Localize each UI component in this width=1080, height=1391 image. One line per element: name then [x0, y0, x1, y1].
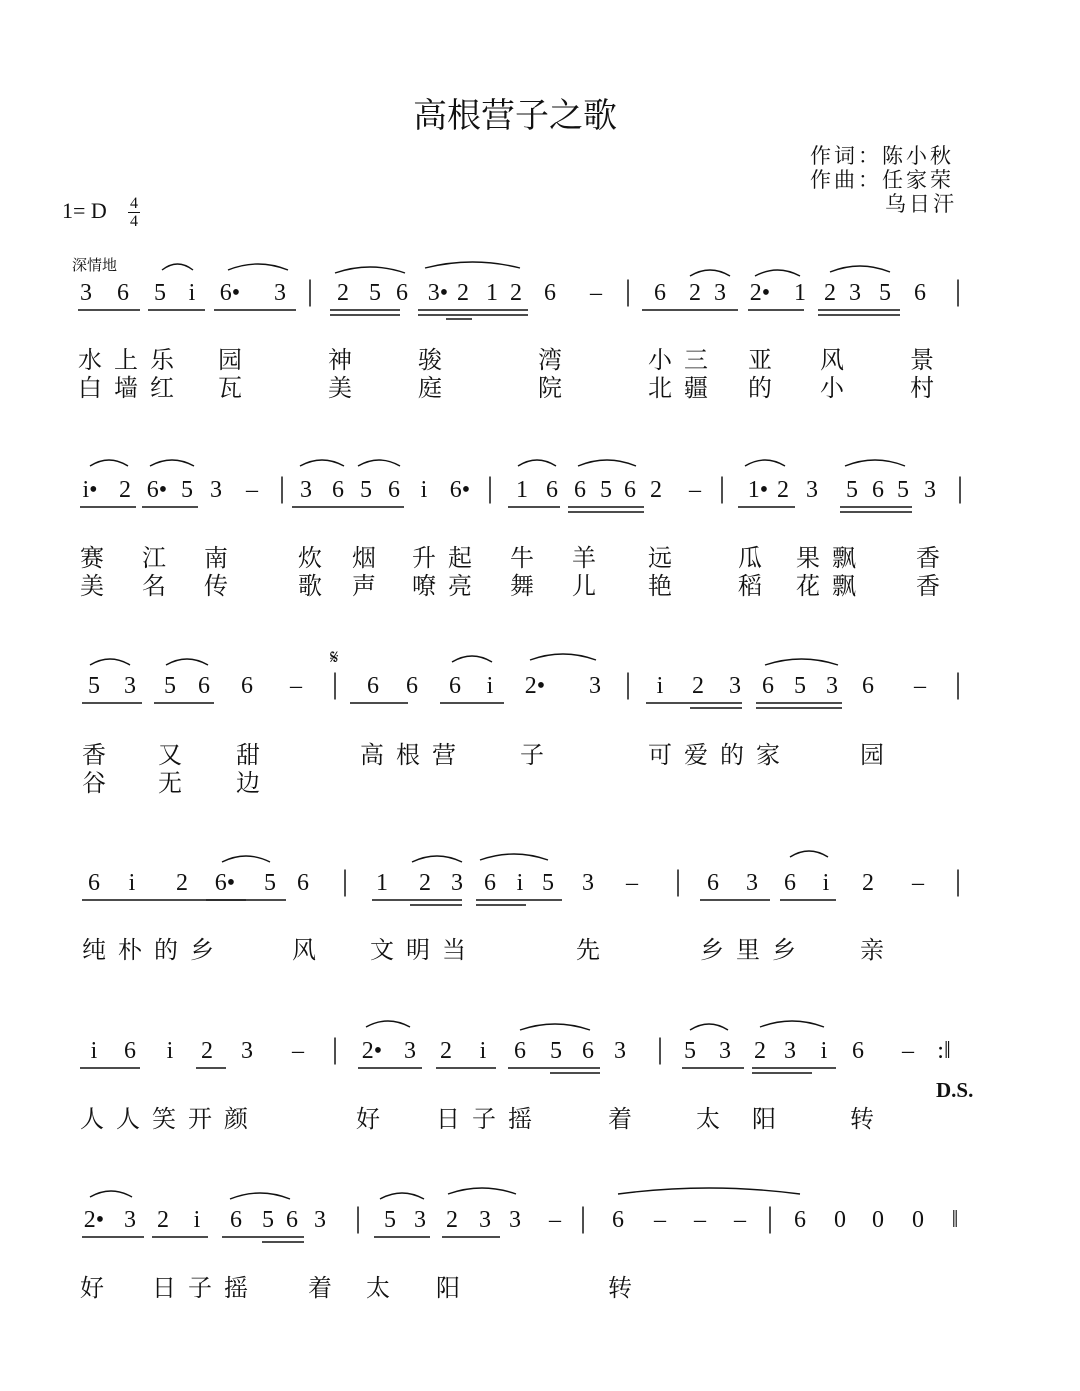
note: 3 [414, 1207, 426, 1233]
note: 6 [449, 673, 461, 699]
lyric-word: 南 [204, 544, 240, 572]
lyric-word: 美 [80, 572, 116, 600]
note: 5 [897, 477, 909, 503]
bar-line: ‖ [951, 1207, 959, 1233]
slur-arc [335, 267, 405, 273]
lyric-word: 骏 [418, 346, 454, 374]
slur-arc [228, 264, 288, 270]
lyric-word: 艳 [648, 572, 684, 600]
slur-arc [520, 1024, 590, 1030]
lyric-word: 亲 [860, 936, 896, 964]
lyric-word: 儿 [572, 572, 608, 600]
note: 2• [749, 280, 771, 306]
note: 3 [314, 1207, 326, 1233]
note: 3 [849, 280, 861, 306]
lyric-word: 太 [696, 1105, 732, 1133]
slur-arc [530, 654, 596, 660]
note: 2 [754, 1038, 766, 1064]
lyric-word: 好 [356, 1105, 392, 1133]
slur-arc [90, 659, 130, 665]
slur-arc [760, 1021, 824, 1027]
note: 6• [219, 280, 241, 306]
note: i• [82, 477, 98, 503]
bar-line: | [486, 471, 494, 504]
lyric-word: 高根营 [360, 741, 468, 769]
note: i [188, 280, 196, 306]
note: 5 [264, 870, 276, 896]
note: 2 [157, 1207, 169, 1233]
lyric-word: 炊 [298, 544, 334, 572]
bar-line: | [656, 1032, 664, 1065]
slur-arc [380, 1193, 424, 1199]
note: 5 [181, 477, 193, 503]
slur-arc [765, 659, 838, 665]
note: 5 [846, 477, 858, 503]
slur-arc [745, 460, 785, 466]
note: i [420, 477, 428, 503]
note: 2 [176, 870, 188, 896]
bar-line: | [766, 1201, 774, 1234]
lyric-word: 声 [352, 572, 388, 600]
note: 3 [404, 1038, 416, 1064]
note: 2 [650, 477, 662, 503]
segno-sign: 𝄋 [330, 645, 339, 669]
note: 2 [777, 477, 789, 503]
slur-arc [366, 1021, 410, 1027]
note: i [193, 1207, 201, 1233]
slur-arc [790, 851, 828, 857]
note: i [486, 673, 494, 699]
note: 3 [124, 1207, 136, 1233]
bar-line: | [579, 1201, 587, 1234]
lyricist-credit: 作词：陈小秋 [810, 144, 954, 168]
lyric-word: 又 [158, 741, 194, 769]
lyric-word: 太 [366, 1274, 402, 1302]
lyric-word: 升起 [412, 544, 484, 572]
note: 6 [241, 673, 253, 699]
note: 0 [834, 1207, 846, 1233]
note: i [90, 1038, 98, 1064]
lyric-word: 白墙红 [78, 374, 186, 402]
bar-line: | [718, 471, 726, 504]
note: 3 [509, 1207, 521, 1233]
lyric-word: 园 [860, 741, 896, 769]
lyric-word: 花飘 [796, 572, 868, 600]
note: 3 [784, 1038, 796, 1064]
lyric-word: 谷 [82, 769, 118, 797]
note: 6 [388, 477, 400, 503]
note: 3 [300, 477, 312, 503]
note: i [166, 1038, 174, 1064]
note: 5 [369, 280, 381, 306]
note: 3 [451, 870, 463, 896]
slur-arc [230, 1193, 290, 1199]
tempo-marking: 深情地 [72, 256, 118, 274]
lyric-word: 羊 [572, 544, 608, 572]
note: 6 [862, 673, 874, 699]
note: 1 [376, 870, 388, 896]
note: 6 [707, 870, 719, 896]
lyric-word: 边 [236, 769, 272, 797]
note: 5 [550, 1038, 562, 1064]
co-composer-credit: 乌日汗 [885, 192, 957, 216]
bar-line: | [954, 667, 962, 700]
note: 6 [544, 280, 556, 306]
note: 6 [514, 1038, 526, 1064]
bar-line: | [674, 864, 682, 897]
lyric-word: 水上乐 [78, 346, 186, 374]
slur-arc [755, 270, 800, 276]
lyric-word: 瓜 [738, 544, 774, 572]
slur-arc [830, 266, 890, 272]
lyric-word: 赛 [80, 544, 116, 572]
lyric-word: 江 [142, 544, 178, 572]
note: 3• [427, 280, 449, 306]
lyric-word: 香 [82, 741, 118, 769]
note: 3 [746, 870, 758, 896]
note: 0 [872, 1207, 884, 1233]
note: 3 [582, 870, 594, 896]
slur-arc [162, 264, 193, 270]
note: 3 [80, 280, 92, 306]
bar-line: | [354, 1201, 362, 1234]
note: 3 [274, 280, 286, 306]
note: i [516, 870, 524, 896]
note: 6 [332, 477, 344, 503]
lyric-word: 子 [520, 741, 556, 769]
note: 2 [337, 280, 349, 306]
note: 6 [297, 870, 309, 896]
note: 2 [824, 280, 836, 306]
note: 2 [692, 673, 704, 699]
bar-line: | [341, 864, 349, 897]
lyric-word: 转 [608, 1274, 644, 1302]
lyric-word: 纯朴的乡 [82, 936, 226, 964]
note: 5 [879, 280, 891, 306]
note: – [694, 1207, 706, 1233]
note: 3 [714, 280, 726, 306]
bar-line: | [331, 667, 339, 700]
time-signature-top: 4 [130, 195, 138, 212]
note: 2• [83, 1207, 105, 1233]
note: 5 [794, 673, 806, 699]
lyric-word: 神 [328, 346, 364, 374]
note: 6 [794, 1207, 806, 1233]
lyric-word: 好 [80, 1274, 116, 1302]
lyric-word: 牛 [510, 544, 546, 572]
lyric-word: 阳 [436, 1274, 472, 1302]
note: 1 [794, 280, 806, 306]
lyric-word: 烟 [352, 544, 388, 572]
bar-line: | [331, 1032, 339, 1065]
note: 3 [210, 477, 222, 503]
note: 6 [198, 673, 210, 699]
composer-credit: 作曲：任家荣 [810, 168, 954, 192]
lyric-word: 稻 [738, 572, 774, 600]
note: 2 [419, 870, 431, 896]
lyric-word: 转 [850, 1105, 886, 1133]
lyric-word: 的 [748, 374, 784, 402]
note: 6 [286, 1207, 298, 1233]
lyric-word: 远 [648, 544, 684, 572]
note: 5 [262, 1207, 274, 1233]
note: 3 [479, 1207, 491, 1233]
lyric-word: 庭 [418, 374, 454, 402]
note: – [912, 870, 924, 896]
lyric-word: 阳 [752, 1105, 788, 1133]
lyric-word: 着 [608, 1105, 644, 1133]
lyric-word: 景 [910, 346, 946, 374]
slur-arc [412, 856, 462, 862]
slur-arc [518, 460, 556, 466]
note: 3 [589, 673, 601, 699]
lyric-word: 园 [218, 346, 254, 374]
note: 5 [542, 870, 554, 896]
bar-line: | [306, 274, 314, 307]
lyric-word: 香 [916, 544, 952, 572]
note: 5 [154, 280, 166, 306]
slur-arc [480, 854, 548, 860]
lyric-word: 舞 [510, 572, 546, 600]
lyric-word: 湾 [538, 346, 574, 374]
note: 3 [729, 673, 741, 699]
note: 5 [384, 1207, 396, 1233]
bar-line: | [954, 274, 962, 307]
time-signature-bottom: 4 [130, 213, 138, 230]
note: – [246, 477, 258, 503]
slur-arc [425, 262, 520, 268]
lyric-word: 风 [292, 936, 328, 964]
slur-arc [690, 270, 730, 276]
lyric-word: 瓦 [218, 374, 254, 402]
note: – [654, 1207, 666, 1233]
note: – [914, 673, 926, 699]
note: – [549, 1207, 561, 1233]
note: – [734, 1207, 746, 1233]
note: 1 [516, 477, 528, 503]
note: 6 [117, 280, 129, 306]
lyric-word: 着 [308, 1274, 344, 1302]
note: 2 [119, 477, 131, 503]
note: 6 [484, 870, 496, 896]
note: 6 [612, 1207, 624, 1233]
note: 3 [826, 673, 838, 699]
note: 2 [689, 280, 701, 306]
note: 5 [684, 1038, 696, 1064]
note: 3 [241, 1038, 253, 1064]
lyric-word: 村 [910, 374, 946, 402]
lyric-word: 无 [158, 769, 194, 797]
lyric-word: 文明当 [370, 936, 478, 964]
lyric-word: 果飘 [796, 544, 868, 572]
note: 6 [367, 673, 379, 699]
slur-arc [300, 460, 344, 466]
note: – [689, 477, 701, 503]
bar-line: | [954, 864, 962, 897]
note: 2 [201, 1038, 213, 1064]
note: 1• [747, 477, 769, 503]
lyric-word: 小 [820, 374, 856, 402]
song-title: 高根营子之歌 [413, 96, 617, 136]
note: 5 [88, 673, 100, 699]
lyric-word: 美 [328, 374, 364, 402]
note: 6 [852, 1038, 864, 1064]
lyric-word: 可爱的家 [648, 741, 792, 769]
lyric-word: 嘹亮 [412, 572, 484, 600]
note: 6 [582, 1038, 594, 1064]
note: i [820, 1038, 828, 1064]
note: – [292, 1038, 304, 1064]
bar-line: | [624, 667, 632, 700]
slur-arc [452, 656, 492, 662]
note: 6 [396, 280, 408, 306]
note: 6 [654, 280, 666, 306]
lyric-word: 风 [820, 346, 856, 374]
lyric-word: 日子摇 [436, 1105, 544, 1133]
slur-arc [358, 460, 400, 466]
note: 5 [360, 477, 372, 503]
note: 6 [574, 477, 586, 503]
note: i [128, 870, 136, 896]
bar-line: | [624, 274, 632, 307]
lyric-word: 日子摇 [152, 1274, 260, 1302]
slur-arc [150, 460, 194, 466]
note: 2 [510, 280, 522, 306]
note: i [656, 673, 664, 699]
slur-arc [222, 856, 270, 862]
note: 2 [862, 870, 874, 896]
note: – [902, 1038, 914, 1064]
note: – [590, 280, 602, 306]
note: 2 [440, 1038, 452, 1064]
lyric-word: 人人笑开颜 [80, 1105, 260, 1133]
bar-line: | [956, 471, 964, 504]
note: 2• [524, 673, 546, 699]
lyric-word: 歌 [298, 572, 334, 600]
note: 6 [624, 477, 636, 503]
note: 6 [124, 1038, 136, 1064]
note: 6• [449, 477, 471, 503]
lyric-word: 传 [204, 572, 240, 600]
note: 3 [924, 477, 936, 503]
note: 6 [88, 870, 100, 896]
lyric-word: 先 [576, 936, 612, 964]
slur-arc [618, 1188, 800, 1194]
lyric-word: 乡里乡 [700, 936, 808, 964]
lyric-word: 小三 [648, 346, 720, 374]
note: i [822, 870, 830, 896]
slur-arc [448, 1188, 516, 1194]
note: 6• [214, 870, 236, 896]
note: 3 [806, 477, 818, 503]
note: 6 [784, 870, 796, 896]
note: 6 [406, 673, 418, 699]
slur-arc [690, 1024, 728, 1030]
note: 5 [164, 673, 176, 699]
lyric-word: 甜 [236, 741, 272, 769]
lyric-word: 北疆 [648, 374, 720, 402]
lyric-word: 院 [538, 374, 574, 402]
note: 3 [124, 673, 136, 699]
slur-arc [90, 1191, 132, 1197]
note: 1 [486, 280, 498, 306]
note: 3 [614, 1038, 626, 1064]
note: 2 [457, 280, 469, 306]
note: 6• [146, 477, 168, 503]
note: 6 [914, 280, 926, 306]
note: 2 [446, 1207, 458, 1233]
note: – [290, 673, 302, 699]
slur-arc [845, 460, 905, 466]
note: 6 [546, 477, 558, 503]
note: 0 [912, 1207, 924, 1233]
bar-line: :‖ [937, 1038, 951, 1064]
note: 6 [230, 1207, 242, 1233]
lyric-word: 香 [916, 572, 952, 600]
key-signature: 1= D [62, 198, 107, 223]
ds-marking: D.S. [936, 1078, 974, 1102]
slur-arc [578, 460, 636, 466]
note: 6 [762, 673, 774, 699]
note: 6 [872, 477, 884, 503]
slur-arc [166, 659, 208, 665]
slur-arc [90, 460, 128, 466]
note: – [626, 870, 638, 896]
note: 2• [361, 1038, 383, 1064]
note: i [479, 1038, 487, 1064]
lyric-word: 名 [142, 572, 178, 600]
note: 5 [600, 477, 612, 503]
lyric-word: 亚 [748, 346, 784, 374]
bar-line: | [278, 471, 286, 504]
note: 3 [719, 1038, 731, 1064]
